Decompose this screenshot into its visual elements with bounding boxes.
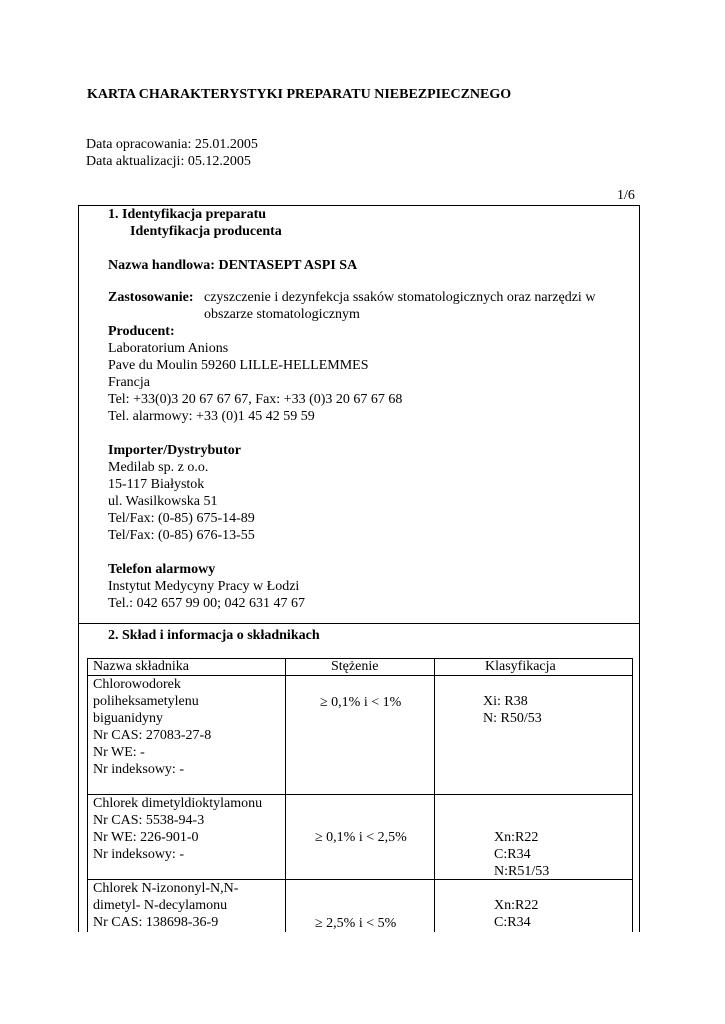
document-title: KARTA CHARAKTERYSTYKI PREPARATU NIEBEZPIECZNEGO: [87, 87, 512, 102]
table-row-name: Chlorowodorek: [93, 677, 181, 692]
emergency-line: Tel.: 042 657 99 00; 042 631 47 67: [108, 596, 305, 611]
table-row-classification: C:R34: [494, 915, 531, 930]
producer-line: Tel: +33(0)3 20 67 67 67, Fax: +33 (0)3 20 67 67 68: [108, 392, 403, 407]
table-column-divider: [285, 658, 286, 932]
section1-heading: 1. Identyfikacja preparatu: [108, 207, 267, 222]
producer-line: Tel. alarmowy: +33 (0)1 45 42 59 59: [108, 409, 315, 424]
trade-name: Nazwa handlowa: DENTASEPT ASPI SA: [108, 258, 358, 273]
table-row-name: Chlorek N-izononyl-N,N-: [93, 881, 239, 896]
table-row-name: Nr CAS: 27083-27-8: [93, 728, 212, 743]
importer-line: Medilab sp. z o.o.: [108, 460, 209, 475]
section1-subheading: Identyfikacja producenta: [130, 224, 282, 239]
table-row-name: Nr WE: 226-901-0: [93, 830, 199, 845]
table-row-name: biguanidyny: [93, 711, 163, 726]
table-row-name: Nr indeksowy: -: [93, 762, 184, 777]
usage-text-line2: obszarze stomatologicznym: [204, 307, 360, 322]
table-row-classification: C:R34: [494, 847, 531, 862]
table-row-concentration: ≥ 2,5% i < 5%: [315, 916, 397, 931]
table-row-name: Nr WE: -: [93, 745, 145, 760]
section2-heading: 2. Skład i informacja o składnikach: [108, 628, 320, 643]
table-column-divider: [434, 658, 435, 932]
emergency-label: Telefon alarmowy: [108, 562, 216, 577]
table-row-name: dimetyl- N-decylamonu: [93, 898, 228, 913]
page-number: 1/6: [617, 188, 635, 203]
importer-line: 15-117 Białystok: [108, 477, 205, 492]
producer-line: Pave du Moulin 59260 LILLE-HELLEMMES: [108, 358, 369, 373]
table-row-classification: Xn:R22: [494, 898, 539, 913]
table-header-name: Nazwa składnika: [93, 659, 190, 674]
date-updated: Data aktualizacji: 05.12.2005: [86, 154, 251, 169]
table-row-classification: Xi: R38: [483, 694, 528, 709]
table-row-concentration: ≥ 0,1% i < 1%: [320, 695, 402, 710]
importer-line: Tel/Fax: (0-85) 675-14-89: [108, 511, 255, 526]
emergency-line: Instytut Medycyny Pracy w Łodzi: [108, 579, 300, 594]
table-row-classification: N: R50/53: [483, 711, 542, 726]
table-row-name: Nr CAS: 5538-94-3: [93, 813, 205, 828]
table-header-classification: Klasyfikacja: [485, 659, 556, 674]
table-row-name: poliheksametylenu: [93, 694, 199, 709]
table-row-name: Nr indeksowy: -: [93, 847, 184, 862]
table-row-concentration: ≥ 0,1% i < 2,5%: [315, 830, 407, 845]
date-prepared: Data opracowania: 25.01.2005: [86, 137, 258, 152]
producer-label: Producent:: [108, 324, 175, 339]
table-row-name: Chlorek dimetyldioktylamonu: [93, 796, 263, 811]
table-row-name: Nr CAS: 138698-36-9: [93, 915, 219, 930]
producer-line: Laboratorium Anions: [108, 341, 229, 356]
importer-line: ul. Wasilkowska 51: [108, 494, 218, 509]
importer-line: Tel/Fax: (0-85) 676-13-55: [108, 528, 255, 543]
usage-text-line1: czyszczenie i dezynfekcja ssaków stomatologicznych oraz narzędzi w: [204, 290, 596, 305]
usage-label: Zastosowanie:: [108, 290, 194, 305]
table-row-classification: Xn:R22: [494, 830, 539, 845]
importer-label: Importer/Dystrybutor: [108, 443, 241, 458]
table-row-classification: N:R51/53: [494, 864, 550, 879]
table-header-concentration: Stężenie: [331, 659, 379, 674]
producer-line: Francja: [108, 375, 150, 390]
